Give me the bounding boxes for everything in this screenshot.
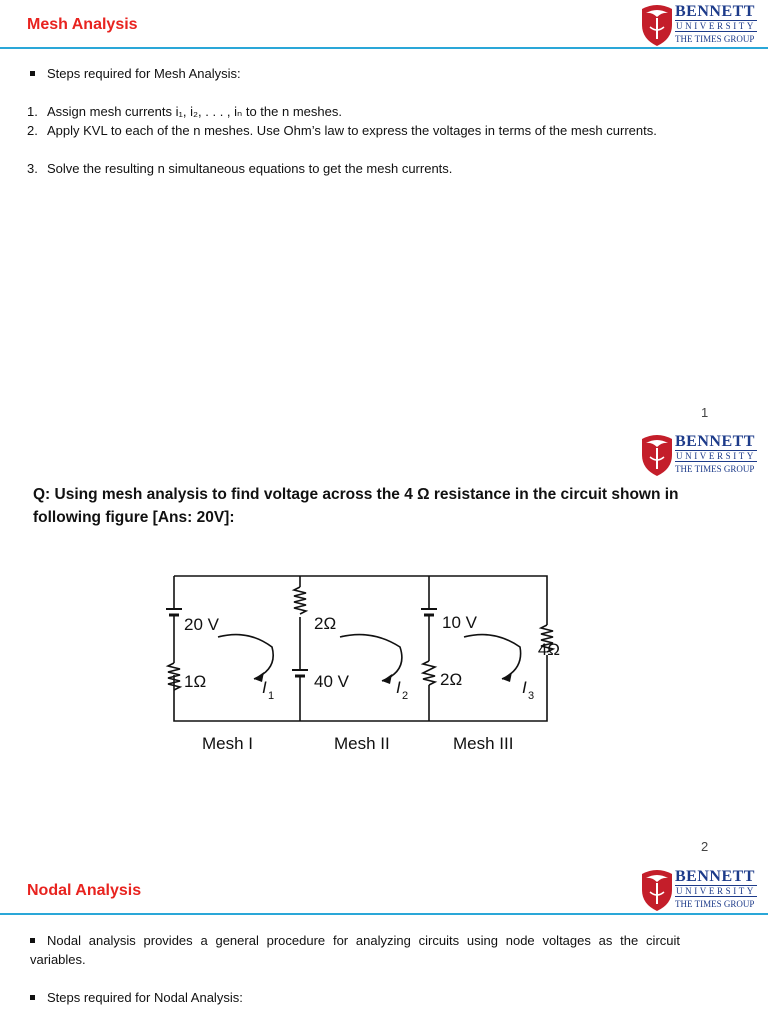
slide3-bullet-1-text: Nodal analysis provides a general procedure for analyzing circuits using node voltages as the circuit variables. [30,933,680,967]
logo-sub: UNIVERSITY [676,886,756,896]
step-text: Apply KVL to each of the n meshes. Use Ohm’s law to express the voltages in terms of the mesh currents. [47,123,657,138]
mesh-current-1-subscript: 1 [268,690,275,702]
bennett-crest-icon [640,3,674,47]
mesh-current-2-subscript: 2 [402,690,409,702]
mesh-circuit-diagram [150,565,570,765]
slide2-question: Q: Using mesh analysis to find voltage across the 4 Ω resistance in the circuit shown in following figure [Ans: 20V]: [33,486,679,526]
slide3-bullet-1 [30,931,680,969]
logo-name: BENNETT [675,3,755,20]
logo-group: THE TIMES GROUP [675,899,755,909]
logo-group: THE TIMES GROUP [675,34,755,44]
slide3-title: Nodal Analysis [27,882,142,899]
slide3-bullet-2 [30,988,243,1007]
mesh3-arrowhead-icon [502,672,512,682]
slide1-bullet [30,64,241,83]
bennett-logo [640,433,764,479]
slide1-bullet-text: Steps required for Mesh Analysis: [47,66,241,81]
bennett-crest-icon [640,433,674,477]
mesh-current-3-label: I [522,678,527,697]
slide1-page-number: 1 [701,405,709,420]
bullet-square-icon [30,71,35,76]
slide1-steps [27,102,687,182]
source-20v-label: 20 V [184,615,219,634]
mesh-3-label: Mesh III [453,734,514,753]
bullet-square-icon [30,938,35,943]
mesh2-arrowhead-icon [382,674,392,684]
slide3-bullet-2-text: Steps required for Nodal Analysis: [47,990,243,1005]
logo-sub: UNIVERSITY [676,451,756,461]
step-number: 1. [27,104,38,119]
slide1-divider [0,47,768,49]
mesh-current-2-label: I [396,678,401,697]
bullet-square-icon [30,995,35,1000]
resistor-1ohm-label: 1Ω [184,672,207,691]
mesh-1-label: Mesh I [202,734,254,753]
logo-name: BENNETT [675,433,755,450]
logo-name: BENNETT [675,868,755,885]
source-10v-label: 10 V [442,613,477,632]
source-40v-label: 40 V [314,672,349,691]
step-text: Assign mesh currents i₁, i₂, . . . , iₙ to the n meshes. [47,104,342,119]
logo-sub: UNIVERSITY [676,21,756,31]
resistor-2ohm-top-label: 2Ω [314,614,337,633]
logo-group: THE TIMES GROUP [675,464,755,474]
step-number: 2. [27,123,38,138]
slide2-page-number: 2 [701,839,709,854]
step-number: 3. [27,161,38,176]
bennett-logo [640,3,764,49]
resistor-2ohm-right-label: 2Ω [440,670,463,689]
slide1-title: Mesh Analysis [27,16,138,33]
resistor-4ohm-label: 4Ω [537,640,560,659]
step-text: Solve the resulting n simultaneous equations to get the mesh currents. [47,161,453,176]
mesh-current-3-subscript: 3 [528,690,535,702]
slide3-divider [0,913,768,915]
bennett-logo [640,868,764,914]
bennett-crest-icon [640,868,674,912]
mesh-2-label: Mesh II [334,734,390,753]
mesh-current-1-label: I [262,678,267,697]
